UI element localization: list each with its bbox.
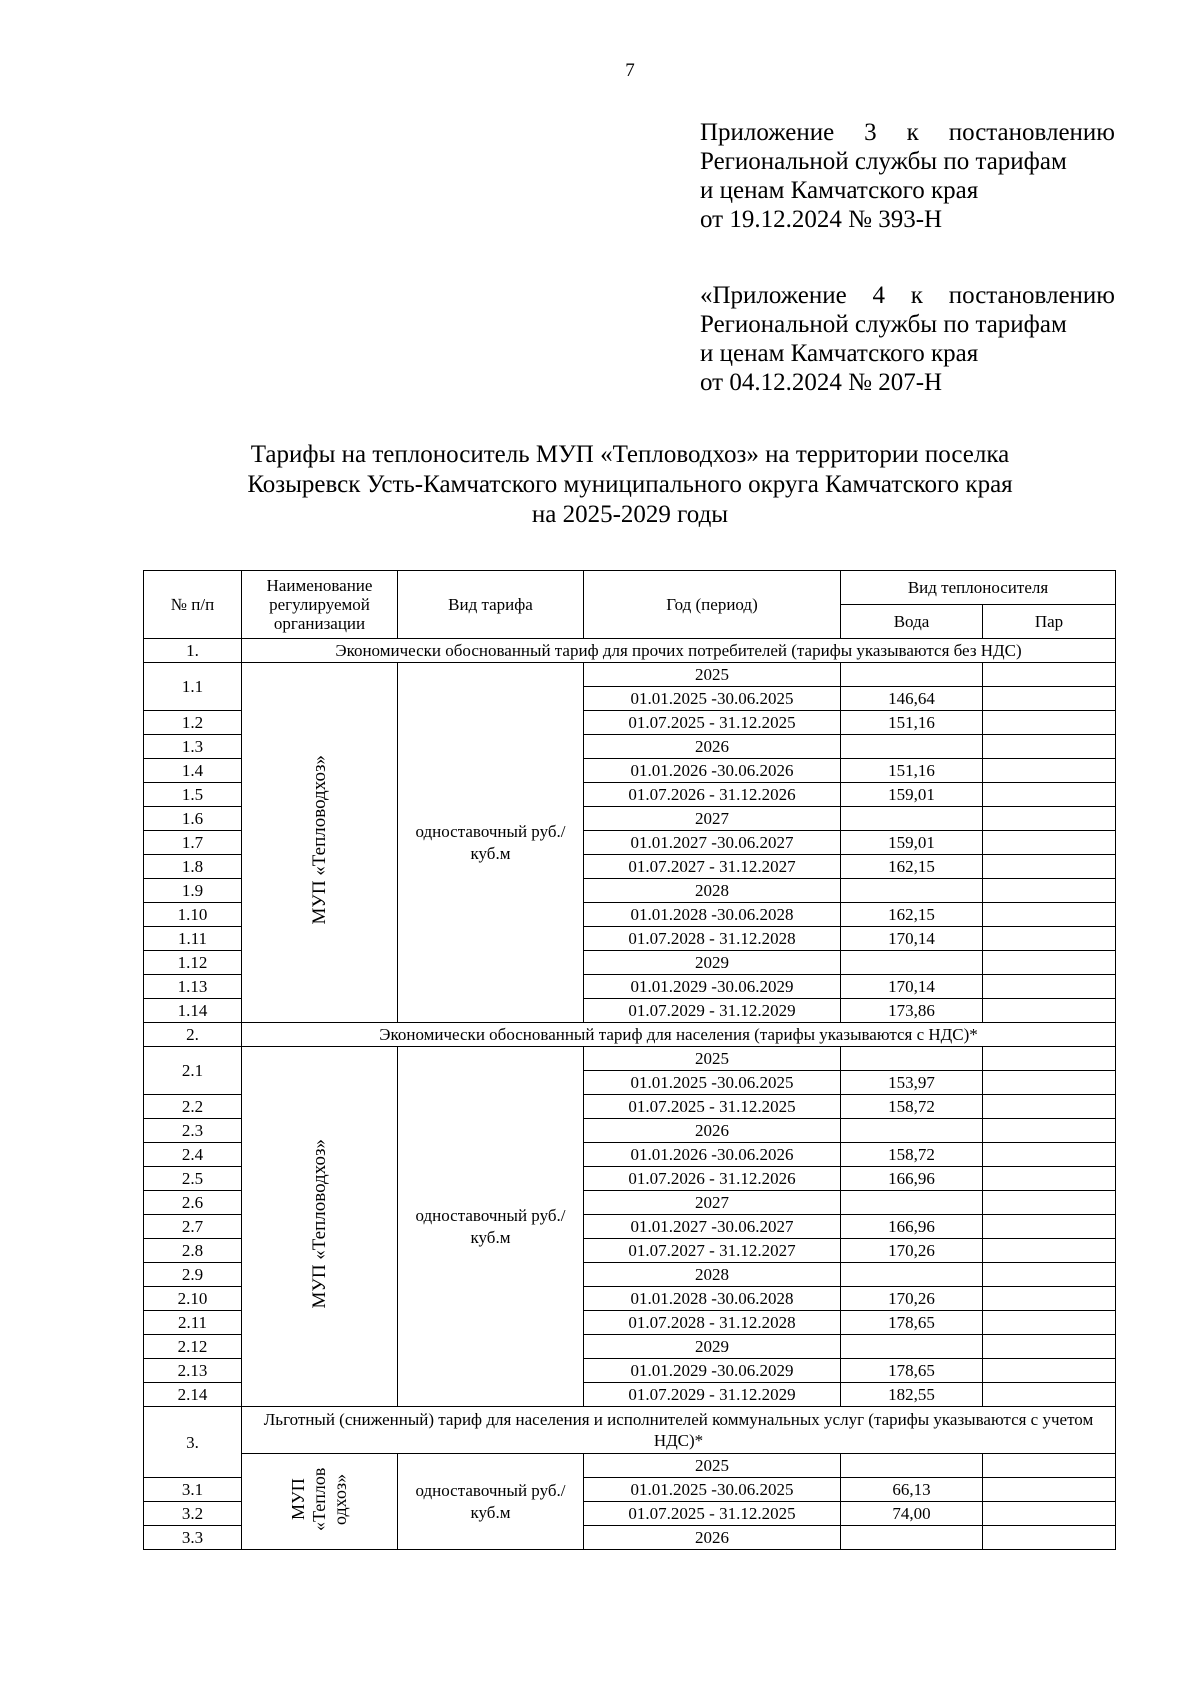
row-steam xyxy=(983,1143,1116,1167)
org-name: МУП «Теплов одхоз» xyxy=(288,1467,350,1531)
appendix-original-line2: Региональной службы по тарифам xyxy=(700,311,1067,338)
row-steam xyxy=(983,975,1116,999)
row-period: 01.01.2028 -30.06.2028 xyxy=(584,1287,841,1311)
row-steam xyxy=(983,1526,1116,1550)
row-steam xyxy=(983,711,1116,735)
row-steam xyxy=(983,1263,1116,1287)
row-period: 2027 xyxy=(584,1191,841,1215)
row-water: 178,65 xyxy=(841,1359,983,1383)
appendix-current-line2: Региональной службы по тарифам xyxy=(700,148,1067,175)
row-steam xyxy=(983,855,1116,879)
row-water: 170,26 xyxy=(841,1239,983,1263)
org-name: МУП «Тепловодхоз» xyxy=(308,755,330,925)
row-water xyxy=(841,1119,983,1143)
row-num: 1.8 xyxy=(144,855,242,879)
row-water: 170,26 xyxy=(841,1287,983,1311)
row-water xyxy=(841,1047,983,1071)
row-steam xyxy=(983,999,1116,1023)
row-num: 3.3 xyxy=(144,1526,242,1550)
row-water xyxy=(841,879,983,903)
row-year: 2025 xyxy=(584,1047,841,1071)
section-title: Льготный (сниженный) тариф для населения и исполнителей коммунальных услуг (тарифы указываются с учетом НДС)* xyxy=(242,1407,1116,1454)
document-title xyxy=(140,440,1120,530)
row-period: 01.01.2025 -30.06.2025 xyxy=(584,687,841,711)
row-water: 66,13 xyxy=(841,1478,983,1502)
table-row xyxy=(144,1047,1116,1071)
row-water: 158,72 xyxy=(841,1095,983,1119)
appendix-original-line3: и ценам Камчатского края xyxy=(700,340,979,367)
row-num: 1.2 xyxy=(144,711,242,735)
row-steam xyxy=(983,1335,1116,1359)
row-num: 1.6 xyxy=(144,807,242,831)
row-year: 2025 xyxy=(584,663,841,687)
row-steam xyxy=(983,1502,1116,1526)
row-water: 182,55 xyxy=(841,1383,983,1407)
org-cell xyxy=(242,663,398,1023)
row-water xyxy=(841,807,983,831)
row-steam xyxy=(983,1191,1116,1215)
header-org: Наименование регулируемой организации xyxy=(242,571,398,639)
row-steam xyxy=(983,1215,1116,1239)
appendix-current-line3: и ценам Камчатского края xyxy=(700,177,979,204)
row-period: 01.01.2027 -30.06.2027 xyxy=(584,1215,841,1239)
row-period: 01.07.2029 - 31.12.2029 xyxy=(584,999,841,1023)
row-num: 2.11 xyxy=(144,1311,242,1335)
tariff-type-cell: одноставочный руб./куб.м xyxy=(398,1454,584,1550)
row-steam xyxy=(983,1311,1116,1335)
row-steam xyxy=(983,663,1116,687)
row-num: 2.2 xyxy=(144,1095,242,1119)
row-steam xyxy=(983,1239,1116,1263)
row-num: 1.7 xyxy=(144,831,242,855)
row-num: 2.1 xyxy=(144,1047,242,1095)
table-row xyxy=(144,1454,1116,1478)
row-steam xyxy=(983,1359,1116,1383)
row-num: 2.10 xyxy=(144,1287,242,1311)
row-water: 151,16 xyxy=(841,711,983,735)
row-period: 01.07.2027 - 31.12.2027 xyxy=(584,1239,841,1263)
header-steam: Пар xyxy=(983,605,1116,639)
row-period: 01.07.2027 - 31.12.2027 xyxy=(584,855,841,879)
row-num: 2.3 xyxy=(144,1119,242,1143)
row-num: 2.7 xyxy=(144,1215,242,1239)
row-water: 159,01 xyxy=(841,783,983,807)
row-water: 170,14 xyxy=(841,975,983,999)
title-line1: Тарифы на теплоноситель МУП «Тепловодхоз» на территории поселка xyxy=(250,441,1010,468)
org-cell xyxy=(242,1047,398,1407)
row-water: 170,14 xyxy=(841,927,983,951)
appendix-original-line4: от 04.12.2024 № 207-Н xyxy=(700,369,943,396)
header-coolant: Вид теплоносителя xyxy=(841,571,1116,605)
row-steam xyxy=(983,879,1116,903)
row-steam xyxy=(983,1478,1116,1502)
row-water xyxy=(841,1526,983,1550)
row-num: 3.1 xyxy=(144,1478,242,1502)
row-period: 01.07.2026 - 31.12.2026 xyxy=(584,783,841,807)
section-title: Экономически обоснованный тариф для населения (тарифы указываются с НДС)* xyxy=(242,1023,1116,1047)
row-period: 01.01.2026 -30.06.2026 xyxy=(584,759,841,783)
row-period: 2028 xyxy=(584,879,841,903)
row-num: 1.3 xyxy=(144,735,242,759)
row-steam xyxy=(983,831,1116,855)
row-steam xyxy=(983,1167,1116,1191)
appendix-current-line4: от 19.12.2024 № 393-Н xyxy=(700,206,943,233)
row-water xyxy=(841,1191,983,1215)
row-period: 2026 xyxy=(584,1526,841,1550)
row-water: 74,00 xyxy=(841,1502,983,1526)
row-num: 2.6 xyxy=(144,1191,242,1215)
row-period: 01.07.2025 - 31.12.2025 xyxy=(584,1502,841,1526)
row-year: 2025 xyxy=(584,1454,841,1478)
row-water: 166,96 xyxy=(841,1215,983,1239)
row-steam xyxy=(983,1454,1116,1478)
header-period: Год (период) xyxy=(584,571,841,639)
table-row xyxy=(144,663,1116,687)
row-water: 151,16 xyxy=(841,759,983,783)
row-period: 01.01.2026 -30.06.2026 xyxy=(584,1143,841,1167)
row-water: 159,01 xyxy=(841,831,983,855)
row-period: 01.01.2027 -30.06.2027 xyxy=(584,831,841,855)
row-water xyxy=(841,1454,983,1478)
row-steam xyxy=(983,1119,1116,1143)
row-period: 2026 xyxy=(584,1119,841,1143)
row-water: 146,64 xyxy=(841,687,983,711)
row-steam xyxy=(983,735,1116,759)
row-period: 01.07.2028 - 31.12.2028 xyxy=(584,1311,841,1335)
row-period: 2027 xyxy=(584,807,841,831)
row-steam xyxy=(983,807,1116,831)
row-num: 1.12 xyxy=(144,951,242,975)
tariff-table xyxy=(143,570,1116,1550)
row-num: 2.9 xyxy=(144,1263,242,1287)
row-steam xyxy=(983,927,1116,951)
row-water: 162,15 xyxy=(841,903,983,927)
row-water xyxy=(841,1263,983,1287)
row-num: 1.9 xyxy=(144,879,242,903)
row-steam xyxy=(983,903,1116,927)
row-water: 153,97 xyxy=(841,1071,983,1095)
row-water xyxy=(841,951,983,975)
row-steam xyxy=(983,1095,1116,1119)
row-period: 2029 xyxy=(584,1335,841,1359)
row-water: 178,65 xyxy=(841,1311,983,1335)
section-title: Экономически обоснованный тариф для прочих потребителей (тарифы указываются без НДС) xyxy=(242,639,1116,663)
row-water xyxy=(841,1335,983,1359)
row-period: 01.01.2028 -30.06.2028 xyxy=(584,903,841,927)
row-period: 2029 xyxy=(584,951,841,975)
row-period: 01.07.2025 - 31.12.2025 xyxy=(584,1095,841,1119)
section-num: 1. xyxy=(144,639,242,663)
title-line3: на 2025-2029 годы xyxy=(531,501,729,528)
row-num: 1.1 xyxy=(144,663,242,711)
row-num: 1.13 xyxy=(144,975,242,999)
row-num: 2.4 xyxy=(144,1143,242,1167)
row-steam xyxy=(983,1287,1116,1311)
tariff-type-cell: одноставочный руб./куб.м xyxy=(398,1047,584,1407)
appendix-original-line1: «Приложение 4 к постановлению xyxy=(700,282,1115,309)
page-number: 7 xyxy=(625,60,635,81)
tariff-type-cell: одноставочный руб./куб.м xyxy=(398,663,584,1023)
row-period: 01.01.2029 -30.06.2029 xyxy=(584,975,841,999)
row-num: 2.8 xyxy=(144,1239,242,1263)
row-steam xyxy=(983,759,1116,783)
row-period: 01.01.2025 -30.06.2025 xyxy=(584,1071,841,1095)
row-steam xyxy=(983,783,1116,807)
row-period: 01.07.2026 - 31.12.2026 xyxy=(584,1167,841,1191)
header-num: № п/п xyxy=(144,571,242,639)
row-water xyxy=(841,663,983,687)
row-water: 162,15 xyxy=(841,855,983,879)
section-num: 3. xyxy=(144,1407,242,1478)
row-water: 158,72 xyxy=(841,1143,983,1167)
row-steam xyxy=(983,951,1116,975)
row-steam xyxy=(983,1071,1116,1095)
row-water: 166,96 xyxy=(841,1167,983,1191)
row-steam xyxy=(983,1047,1116,1071)
row-num: 1.14 xyxy=(144,999,242,1023)
row-period: 01.07.2029 - 31.12.2029 xyxy=(584,1383,841,1407)
title-line2: Козыревск Усть-Камчатского муниципального округа Камчатского края xyxy=(247,471,1013,498)
row-period: 01.07.2028 - 31.12.2028 xyxy=(584,927,841,951)
row-num: 1.11 xyxy=(144,927,242,951)
row-period: 01.01.2025 -30.06.2025 xyxy=(584,1478,841,1502)
row-steam xyxy=(983,1383,1116,1407)
appendix-original xyxy=(700,281,1115,397)
row-water xyxy=(841,735,983,759)
row-num: 1.4 xyxy=(144,759,242,783)
row-num: 3.2 xyxy=(144,1502,242,1526)
row-steam xyxy=(983,687,1116,711)
org-name: МУП «Тепловодхоз» xyxy=(308,1139,330,1309)
row-num: 2.13 xyxy=(144,1359,242,1383)
org-cell xyxy=(242,1454,398,1550)
row-num: 2.12 xyxy=(144,1335,242,1359)
row-period: 2026 xyxy=(584,735,841,759)
row-period: 01.07.2025 - 31.12.2025 xyxy=(584,711,841,735)
appendix-current-line1: Приложение 3 к постановлению xyxy=(700,119,1115,146)
row-num: 1.5 xyxy=(144,783,242,807)
row-period: 01.01.2029 -30.06.2029 xyxy=(584,1359,841,1383)
row-num: 2.5 xyxy=(144,1167,242,1191)
header-tariff-type: Вид тарифа xyxy=(398,571,584,639)
row-period: 2028 xyxy=(584,1263,841,1287)
row-num: 2.14 xyxy=(144,1383,242,1407)
section-num: 2. xyxy=(144,1023,242,1047)
header-water: Вода xyxy=(841,605,983,639)
appendix-current xyxy=(700,118,1115,234)
row-water: 173,86 xyxy=(841,999,983,1023)
row-num: 1.10 xyxy=(144,903,242,927)
